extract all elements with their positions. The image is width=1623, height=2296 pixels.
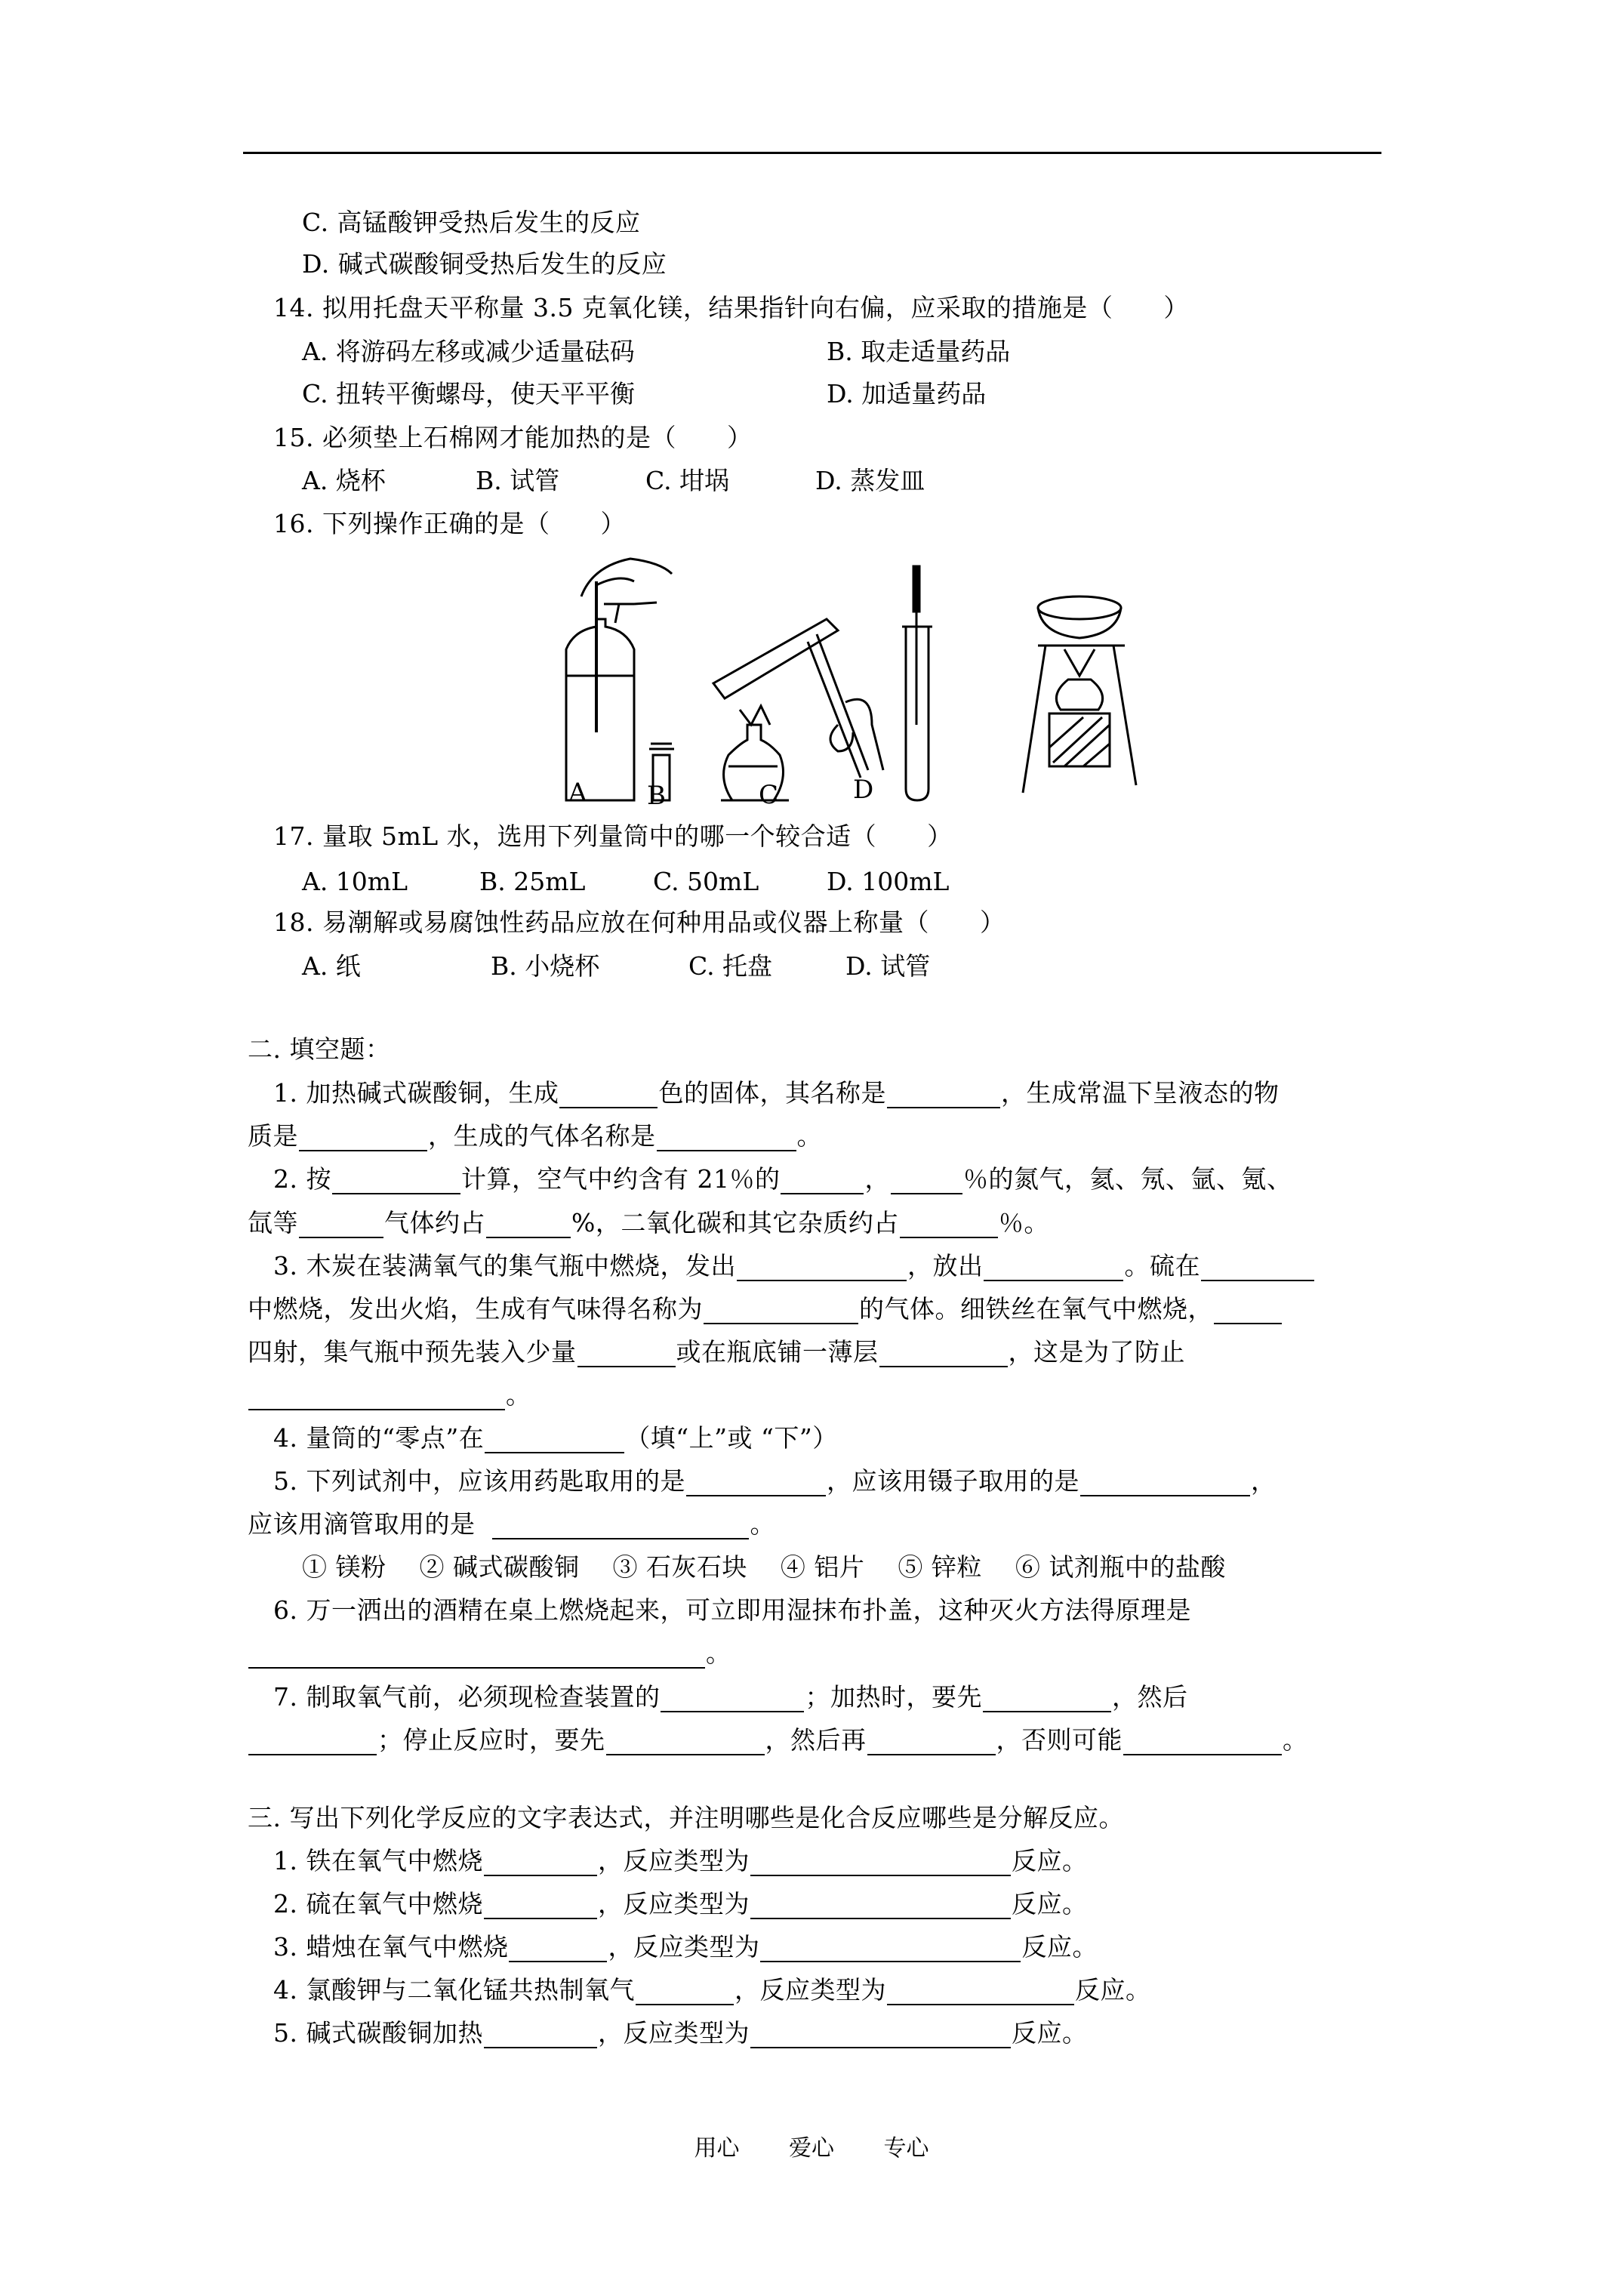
s2-q2-blank-gas-type[interactable] bbox=[299, 1211, 383, 1238]
s2-q1-blank-liquid[interactable] bbox=[299, 1124, 427, 1151]
s3-item-5-blank-equation[interactable] bbox=[484, 2021, 597, 2048]
figure-a-dropper-bottle bbox=[566, 559, 674, 800]
s3-item-4-blank-type[interactable] bbox=[887, 1978, 1074, 2005]
figure-label-a-text: A bbox=[568, 778, 587, 808]
s3-item-5-blank-type[interactable] bbox=[750, 2021, 1011, 2048]
s2-q2-blank-noble-pct[interactable] bbox=[486, 1211, 571, 1238]
s2-q3-blank-heat[interactable] bbox=[984, 1254, 1123, 1281]
s2-q1-line2: 质是 ，生成的气体名称是 。 bbox=[248, 1121, 822, 1151]
page-footer bbox=[0, 2129, 1623, 2162]
s2-q7-blank-then[interactable] bbox=[248, 1728, 377, 1755]
figure-b-heating-test-tube bbox=[713, 619, 883, 800]
section2-title: 二. 填空题： bbox=[248, 1034, 391, 1064]
q17-option-d: D. 100mL bbox=[827, 867, 950, 896]
s2-q6-blank-principle[interactable] bbox=[248, 1641, 705, 1669]
s3-item-4-blank-equation[interactable] bbox=[636, 1978, 734, 2005]
s2-q2-line1: 2. 按 计算，空气中约含有 21％的 ， ％的氮气，氦、氖、氩、氪、 bbox=[273, 1164, 1292, 1194]
s2-q6-line2: 。 bbox=[248, 1638, 731, 1669]
s3-item-3-blank-equation[interactable] bbox=[509, 1935, 607, 1962]
s2-q2-blank-oxygen[interactable] bbox=[781, 1167, 864, 1194]
s2-q5-blank-tweezers[interactable] bbox=[1080, 1469, 1250, 1496]
section3-title: 三. 写出下列化学反应的文字表达式，并注明哪些是化合反应哪些是分解反应。 bbox=[248, 1803, 1124, 1832]
q15-stem: 15. 必须垫上石棉网才能加热的是（ ） bbox=[273, 423, 753, 452]
s3-item-1-blank-equation[interactable] bbox=[484, 1849, 597, 1876]
s2-q2-blank-co2-pct[interactable] bbox=[900, 1211, 998, 1238]
q17-option-c: C. 50mL bbox=[653, 867, 759, 896]
figure-d-tripod-evaporating-dish bbox=[1023, 596, 1136, 793]
header-rule bbox=[243, 152, 1381, 154]
s2-q3-line1: 3. 木炭在装满氧气的集气瓶中燃烧，发出 ，放出 。硫在 bbox=[273, 1251, 1315, 1281]
q17-option-a: A. 10mL bbox=[302, 867, 408, 896]
reagent-5: ⑤ 锌粒 bbox=[898, 1552, 982, 1582]
s2-q1-blank-color[interactable] bbox=[559, 1081, 658, 1108]
figure-label-b: B bbox=[647, 781, 666, 811]
reagent-3: ③ 石灰石块 bbox=[612, 1552, 747, 1582]
q14-stem: 14. 拟用托盘天平称量 3.5 克氧化镁，结果指针向右偏，应采取的措施是（ ） bbox=[273, 293, 1189, 322]
q15-option-a: A. 烧杯 bbox=[302, 466, 386, 495]
s2-q1-blank-name[interactable] bbox=[887, 1081, 1000, 1108]
s3-item-2: 2. 硫在氧气中燃烧 ，反应类型为 反应。 bbox=[273, 1889, 1088, 1918]
s2-q3-line4: 。 bbox=[248, 1380, 531, 1410]
s3-item-1-blank-type[interactable] bbox=[750, 1849, 1011, 1876]
s2-q5-line2: 应该用滴管取用的是 。 bbox=[248, 1509, 775, 1539]
s2-q5-blank-spoon[interactable] bbox=[686, 1469, 826, 1496]
s2-q7-line2: ；停止反应时，要先 ，然后再 ，否则可能 。 bbox=[248, 1725, 1308, 1755]
reagent-4: ④ 铝片 bbox=[780, 1552, 865, 1582]
s2-q5-line1: 5. 下列试剂中，应该用药匙取用的是 ，应该用镊子取用的是 ， bbox=[273, 1466, 1277, 1496]
s2-q4: 4. 量筒的“零点”在 （填“上”或 “下”） bbox=[273, 1423, 838, 1453]
lab-operations-figure bbox=[521, 551, 1185, 811]
reagent-2: ② 碱式碳酸铜 bbox=[419, 1552, 580, 1582]
s2-q3-blank-water[interactable] bbox=[577, 1340, 676, 1367]
q13-option-d: D. 碱式碳酸铜受热后发生的反应 bbox=[302, 249, 667, 279]
q14-option-a: A. 将游码左移或减少适量砝码 bbox=[302, 337, 635, 366]
s2-q7-blank-then-again[interactable] bbox=[867, 1728, 996, 1755]
s2-q7-blank-preheat[interactable] bbox=[983, 1685, 1111, 1712]
s2-q7-line1: 7. 制取氧气前，必须现检查装置的 ；加热时，要先 ，然后 bbox=[273, 1682, 1188, 1712]
reagent-1: ① 镁粉 bbox=[302, 1552, 387, 1582]
figure-label-d: D bbox=[853, 775, 874, 805]
s3-item-2-blank-equation[interactable] bbox=[484, 1892, 597, 1919]
s2-q3-blank-gas-name[interactable] bbox=[704, 1297, 858, 1324]
s3-item-4: 4. 氯酸钾与二氧化锰共热制氧气 ，反应类型为 反应。 bbox=[273, 1975, 1151, 2005]
s2-q3-blank-prevent[interactable] bbox=[248, 1383, 505, 1410]
s2-q1-line1: 1. 加热碱式碳酸铜，生成 色的固体，其名称是 ，生成常温下呈液态的物 bbox=[273, 1078, 1280, 1108]
s2-q3-blank-sparks[interactable] bbox=[1214, 1297, 1282, 1324]
q16-stem: 16. 下列操作正确的是（ ） bbox=[273, 509, 626, 538]
q18-option-c: C. 托盘 bbox=[688, 951, 773, 981]
s2-q7-blank-first[interactable] bbox=[606, 1728, 765, 1755]
s3-item-5: 5. 碱式碳酸铜加热 ，反应类型为 反应。 bbox=[273, 2018, 1088, 2048]
s2-q7-blank-airtight[interactable] bbox=[661, 1685, 804, 1712]
s2-q3-blank-sand[interactable] bbox=[879, 1340, 1008, 1367]
s2-q4-blank-zero[interactable] bbox=[485, 1426, 624, 1453]
s3-item-3-blank-type[interactable] bbox=[760, 1935, 1021, 1962]
s2-q6-line1: 6. 万一洒出的酒精在桌上燃烧起来，可立即用湿抹布扑盖，这种灭火方法得原理是 bbox=[273, 1595, 1191, 1625]
q14-option-c: C. 扭转平衡螺母，使天平平衡 bbox=[302, 379, 636, 408]
q15-option-b: B. 试管 bbox=[476, 466, 560, 495]
s2-q3-line2: 中燃烧，发出火焰，生成有气味得名称为 的气体。细铁丝在氧气中燃烧， bbox=[248, 1294, 1283, 1324]
reagent-6: ⑥ 试剂瓶中的盐酸 bbox=[1015, 1552, 1226, 1582]
s2-q2-blank-nitrogen[interactable] bbox=[891, 1167, 962, 1194]
s3-item-3: 3. 蜡烛在氧气中燃烧 ，反应类型为 反应。 bbox=[273, 1932, 1098, 1962]
q14-option-b: B. 取走适量药品 bbox=[827, 337, 1011, 366]
s2-q7-blank-otherwise[interactable] bbox=[1123, 1728, 1282, 1755]
s3-item-1: 1. 铁在氧气中燃烧 ，反应类型为 反应。 bbox=[273, 1846, 1088, 1875]
s2-q3-line3: 四射，集气瓶中预先装入少量 或在瓶底铺一薄层 ，这是为了防止 bbox=[248, 1337, 1185, 1367]
figure-label-c: C bbox=[759, 780, 779, 810]
s3-item-2-blank-type[interactable] bbox=[750, 1892, 1011, 1919]
s2-q3-blank-sulfur-env[interactable] bbox=[1201, 1254, 1314, 1281]
s2-q5-blank-dropper[interactable] bbox=[492, 1512, 749, 1539]
figure-c-test-tube-dropper bbox=[902, 566, 932, 800]
footer-motto-3: 专心 bbox=[883, 2135, 929, 2162]
s2-q2-line2: 氙等 气体约占 %，二氧化碳和其它杂质约占 ％。 bbox=[248, 1208, 1049, 1237]
footer-motto-2: 爱心 bbox=[789, 2135, 834, 2162]
q17-option-b: B. 25mL bbox=[479, 867, 586, 896]
q18-option-b: B. 小烧杯 bbox=[491, 951, 600, 981]
q18-stem: 18. 易潮解或易腐蚀性药品应放在何种用品或仪器上称量（ ） bbox=[273, 908, 1006, 937]
s2-q3-blank-light[interactable] bbox=[737, 1254, 907, 1281]
s2-q1-blank-gas[interactable] bbox=[657, 1124, 796, 1151]
s2-q2-blank-basis[interactable] bbox=[332, 1167, 460, 1194]
q14-option-d: D. 加适量药品 bbox=[827, 379, 987, 408]
q15-option-d: D. 蒸发皿 bbox=[815, 466, 925, 495]
s2-q5-reagents bbox=[302, 1552, 1226, 1583]
q13-option-c: C. 高锰酸钾受热后发生的反应 bbox=[302, 208, 641, 237]
q15-option-c: C. 坩埚 bbox=[645, 466, 730, 495]
footer-motto-1: 用心 bbox=[694, 2135, 740, 2162]
q18-option-d: D. 试管 bbox=[845, 951, 931, 981]
q18-option-a: A. 纸 bbox=[302, 951, 361, 981]
q17-stem: 17. 量取 5mL 水，选用下列量筒中的哪一个较合适（ ） bbox=[273, 821, 953, 851]
